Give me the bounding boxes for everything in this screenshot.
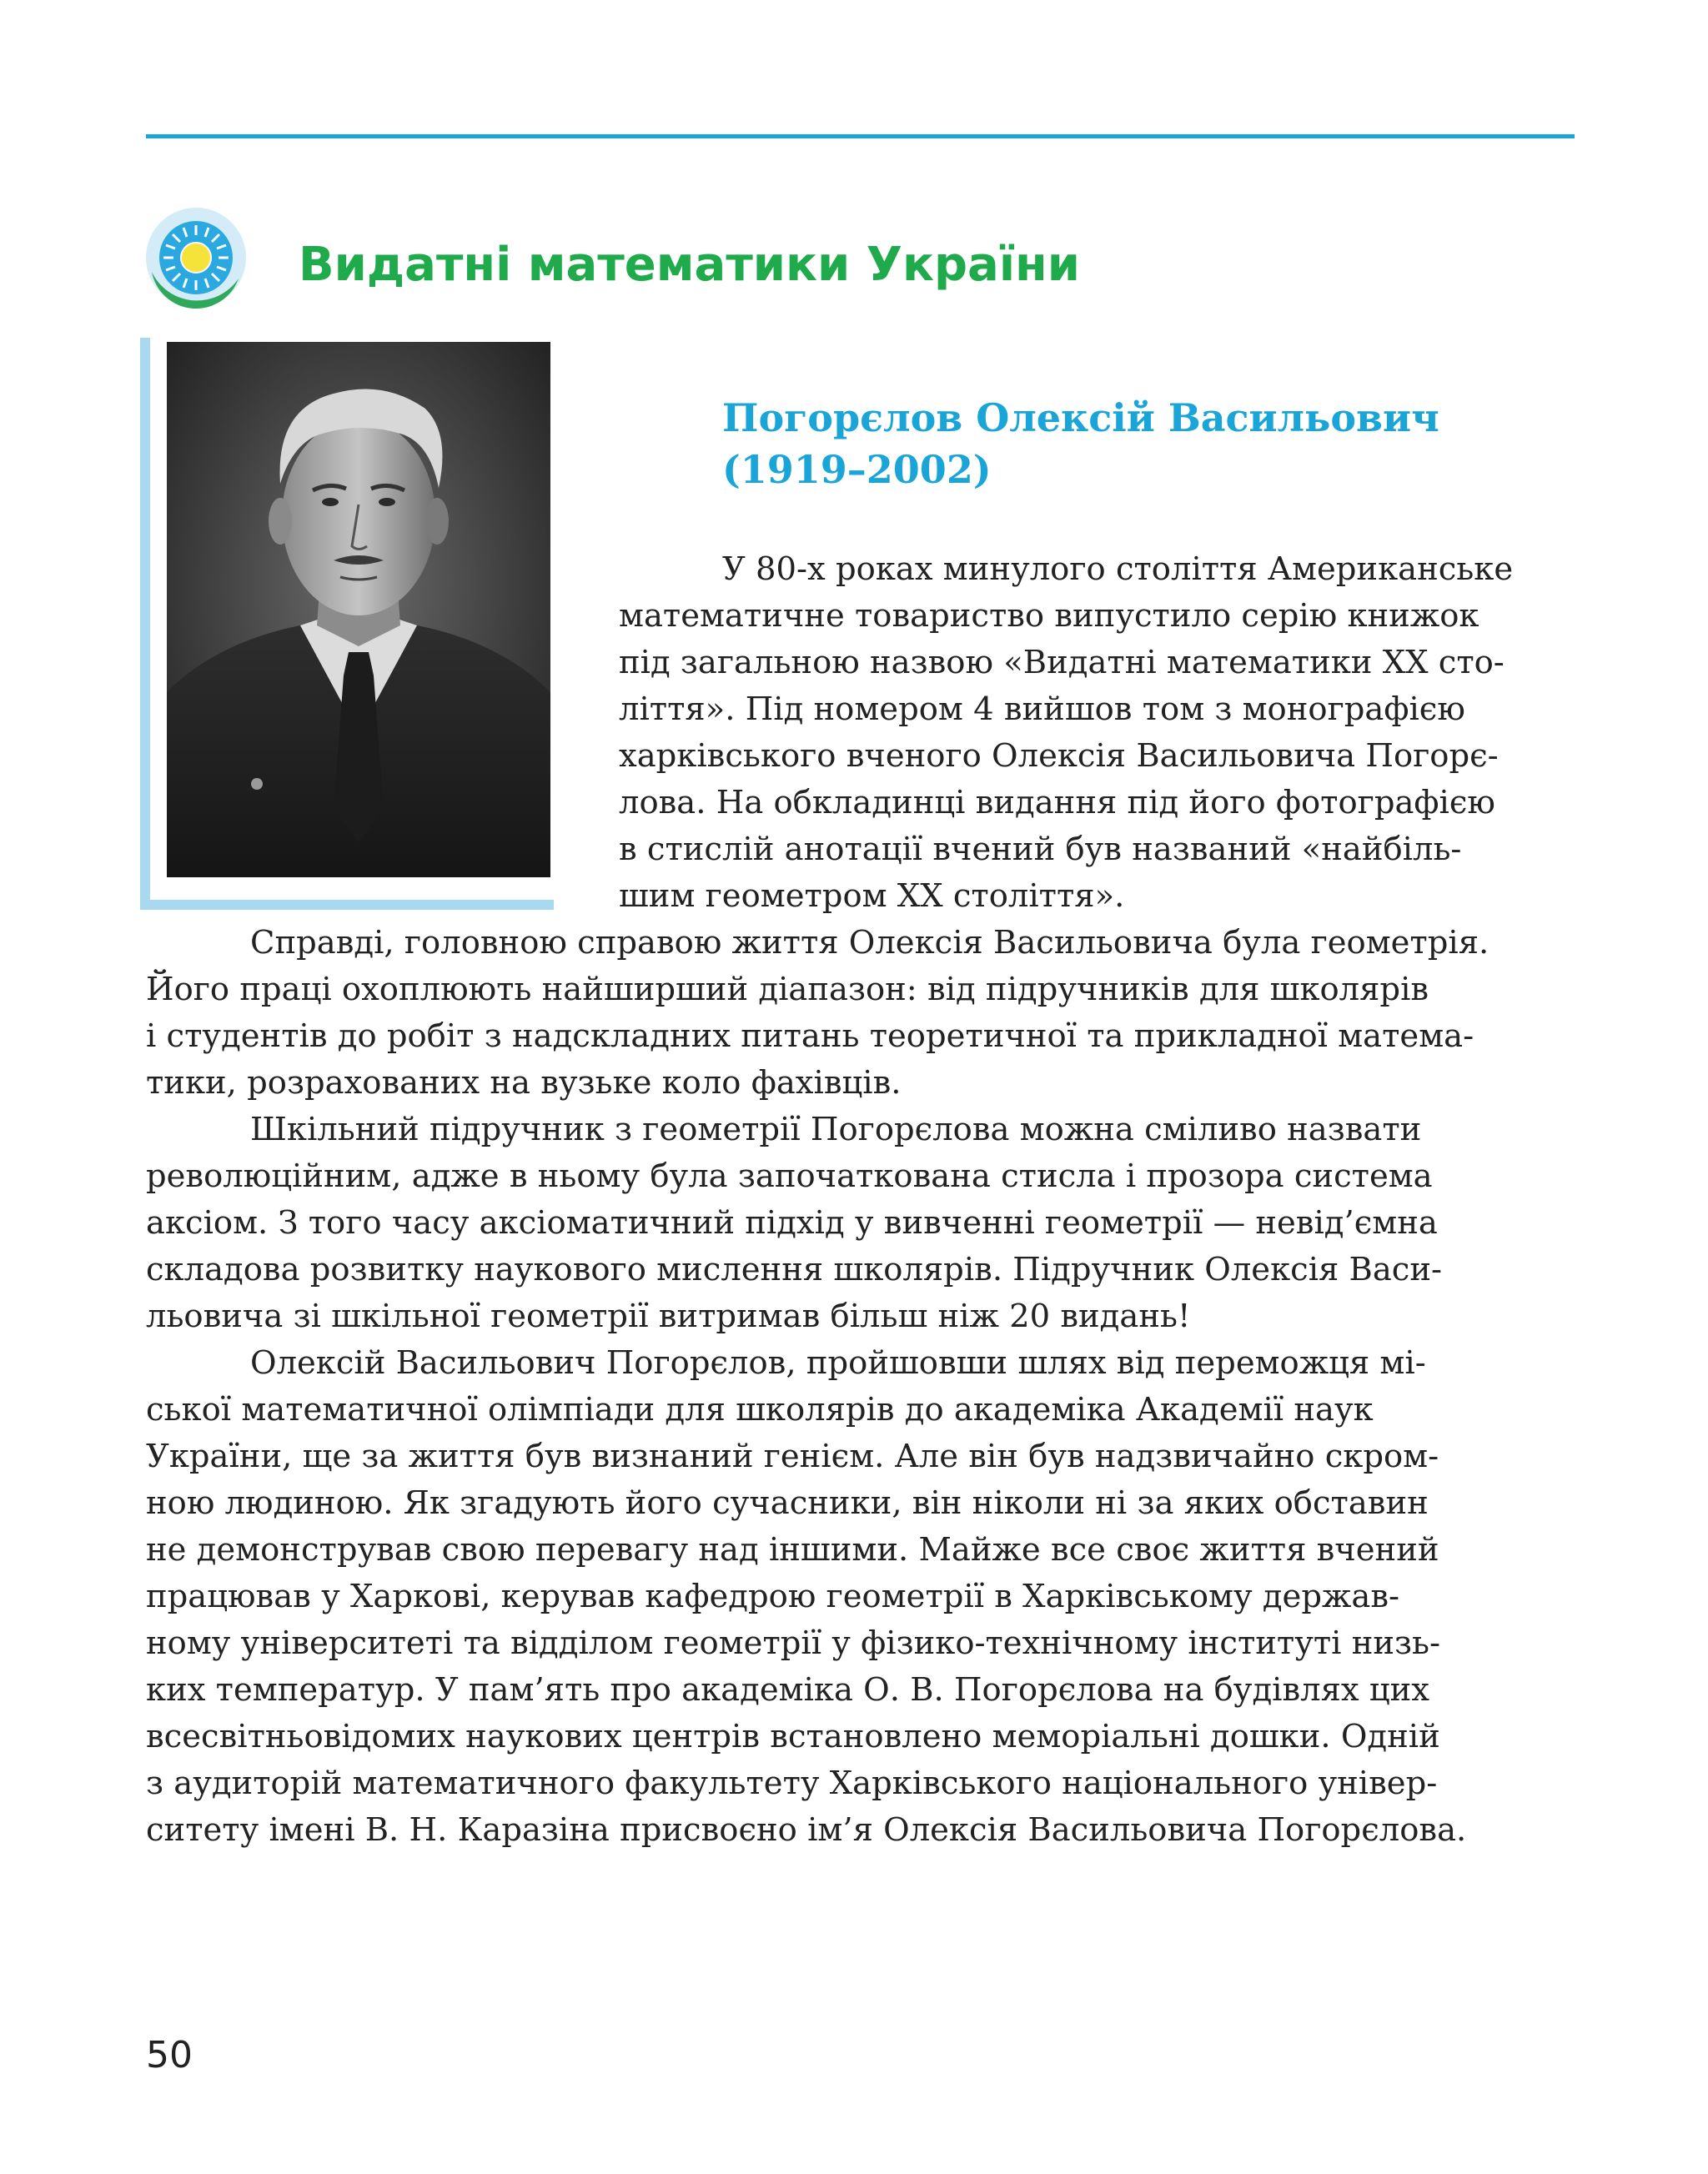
article-line: з аудиторій математичного факультету Харківського національного універ- (146, 1765, 1438, 1802)
article-line: харківського вченого Олексія Васильовича Погорє- (619, 737, 1499, 775)
article-line: Олексій Васильович Погорєлов, пройшовши шлях від переможця мі- (250, 1344, 1426, 1382)
article-line: ких температур. У пам’ять про академіка О. В. Погорєлова на будівлях цих (146, 1671, 1429, 1709)
article-line: і студентів до робіт з надскладних питань теоретичної та прикладної матема- (146, 1017, 1474, 1055)
page-number: 50 (146, 2034, 193, 2076)
article-line: складова розвитку наукового мислення школярів. Підручник Олексія Васи- (146, 1251, 1443, 1288)
person-name-heading (722, 392, 1439, 495)
article-line: ситету імені В. Н. Каразіна присвоєно ім’я Олексія Васильовича Погорєлова. (146, 1811, 1467, 1849)
article-line: революційним, адже в ньому була започаткована стисла і прозора система (146, 1157, 1433, 1195)
article-line: Його праці охоплюють найширший діапазон: від підручників для школярів (146, 971, 1429, 1008)
portrait-photo (167, 342, 550, 877)
section-heading: Видатні математики України (299, 238, 1080, 292)
article-line: ліття». Під номером 4 вийшов том з монографією (619, 690, 1465, 728)
article-line: не демонстрував свою перевагу над іншими. Майже все своє життя вчений (146, 1531, 1439, 1569)
article-line: льовича зі шкільної геометрії витримав більш ніж 20 видань! (146, 1298, 1191, 1335)
article-line: ської математичної олімпіади для школярів до академіка Академії наук (146, 1391, 1374, 1428)
article-line: ному університеті та відділом геометрії у фізико-технічному інституті низь- (146, 1624, 1440, 1662)
sun-icon (145, 207, 247, 309)
article-line: України, ще за життя був визнаний генієм. Але він був надзвичайно скром- (146, 1438, 1439, 1475)
article-line: лова. На обкладинці видання під його фотографією (619, 784, 1495, 821)
article-line: У 80-х роках минулого століття Американське (722, 550, 1514, 588)
person-name: Погорєлов Олексій Васильович (722, 395, 1439, 440)
article-line: працював у Харкові, керував кафедрою геометрії в Харківському держав- (146, 1578, 1400, 1615)
article-line: всесвітньовідомих наукових центрів встановлено меморіальні дошки. Одній (146, 1718, 1440, 1755)
portrait-frame-accent-bottom (140, 900, 554, 910)
article-line: Справді, головною справою життя Олексія Васильовича була геометрія. (250, 924, 1489, 961)
article-line: Шкільний підручник з геометрії Погорєлова можна сміливо назвати (250, 1111, 1422, 1148)
person-years: (1919–2002) (722, 447, 992, 492)
article-line: математичне товариство випустило серію книжок (619, 597, 1479, 635)
portrait-frame-accent (140, 338, 150, 910)
article-line: в стислій анотації вчений був названий «найбіль- (619, 831, 1462, 868)
article-line: ною людиною. Як згадують його сучасники, він ніколи ні за яких обставин (146, 1484, 1429, 1522)
article-line: шим геометром ХХ століття». (619, 877, 1125, 915)
article-line: під загальною назвою «Видатні математики ХХ сто- (619, 644, 1505, 681)
top-rule (146, 134, 1575, 138)
article-line: аксіом. З того часу аксіоматичний підхід у вивченні геометрії — невід’ємна (146, 1204, 1438, 1242)
portrait-photo-icon (167, 342, 550, 877)
article-line: тики, розрахованих на вузьке коло фахівців. (146, 1064, 902, 1102)
